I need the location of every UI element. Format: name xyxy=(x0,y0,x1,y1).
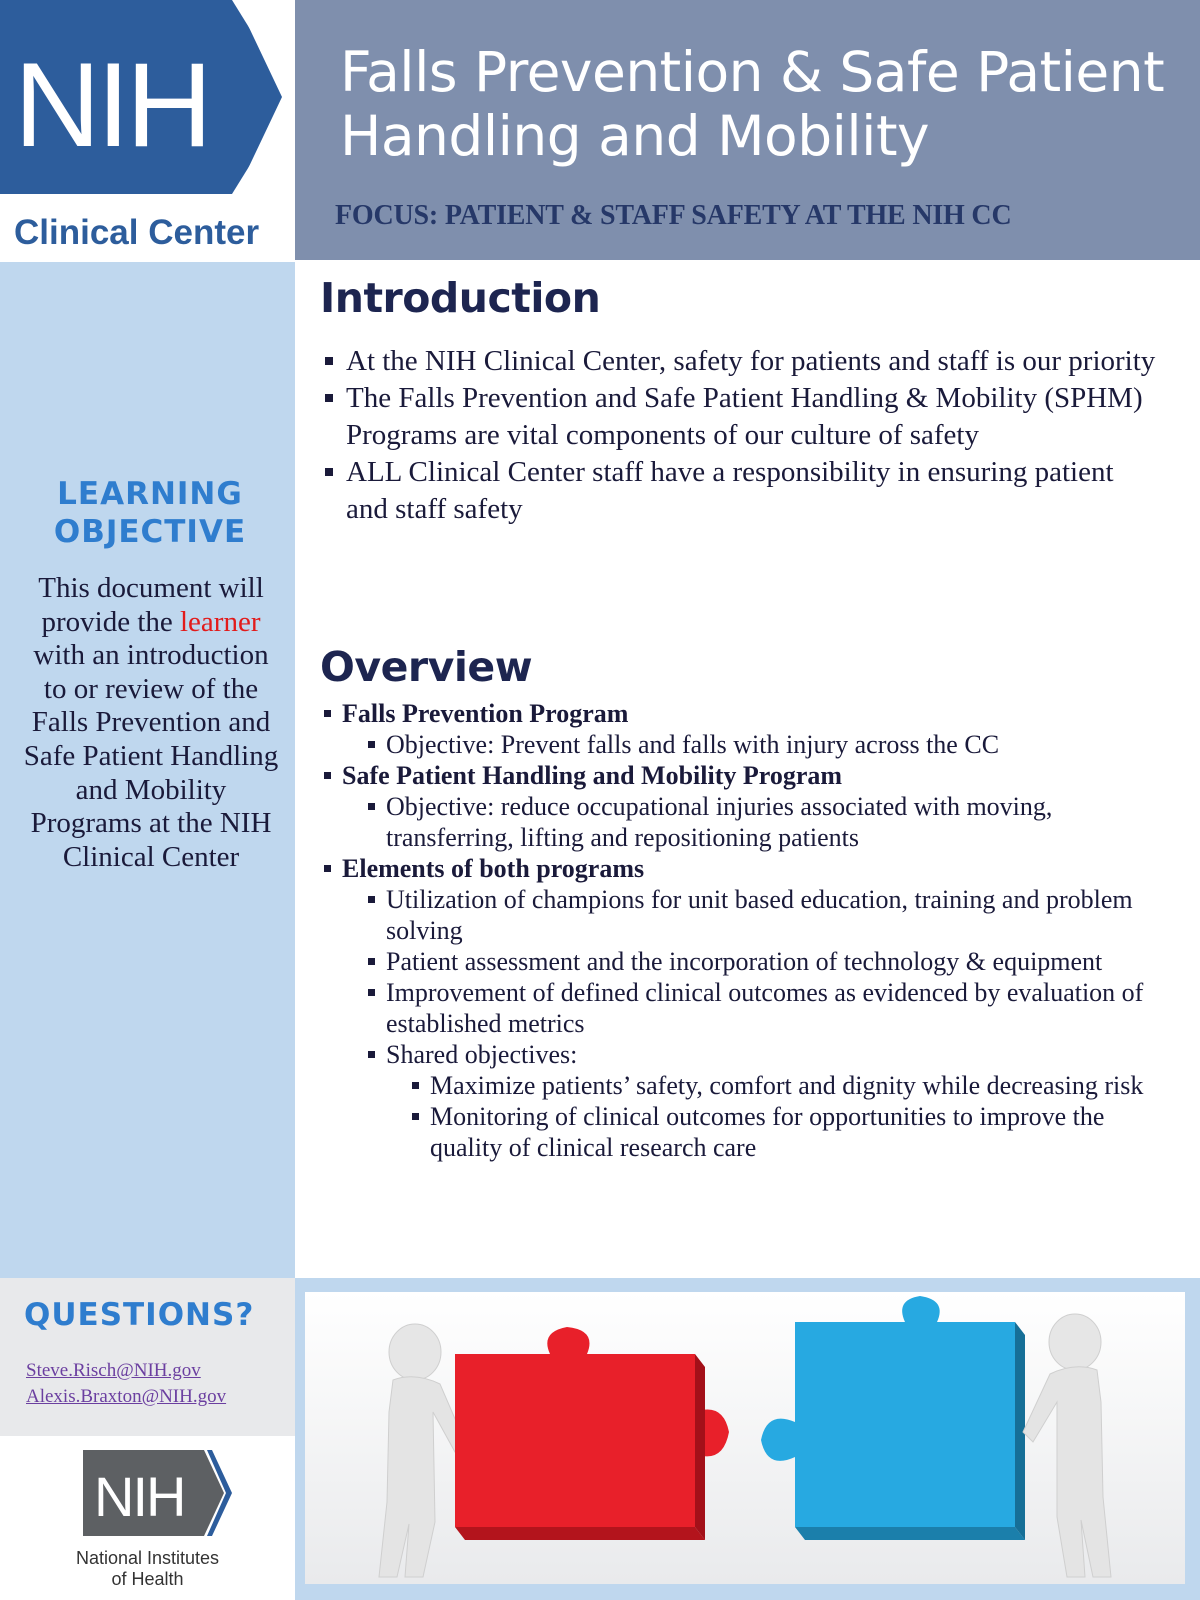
page-title: Falls Prevention & Safe Patient Handling and Mobility xyxy=(340,40,1165,168)
learning-objective-text xyxy=(20,572,282,874)
learning-objective-heading: LEARNING OBJECTIVE xyxy=(53,476,247,550)
nih-cc-logo xyxy=(0,0,295,262)
sphm-program-label: Safe Patient Handling and Mobility Program xyxy=(342,761,843,790)
list-item: Shared objectives: Maximize patients’ safety, comfort and dignity while decreasing risk Monitoring of clinical outcomes for opportunities to improve the quality of clinical research care xyxy=(366,1039,1172,1163)
overview-list xyxy=(322,698,1172,1163)
questions-heading: QUESTIONS? xyxy=(24,1297,255,1333)
cyan-puzzle-piece xyxy=(761,1296,1025,1540)
intro-bullet-safety: At the NIH Clinical Center, safety for patients and staff is our priority xyxy=(322,343,1162,380)
intro-bullet-programs: The Falls Prevention and Safe Patient Handling & Mobility (SPHM) Programs are vital components of our culture of safety xyxy=(322,380,1162,454)
list-item xyxy=(322,698,1172,760)
list-item xyxy=(366,791,1172,853)
nih-chevron-logo xyxy=(0,0,295,262)
falls-objective: Objective: Prevent falls and falls with injury across the CC xyxy=(386,730,1000,759)
list-item xyxy=(366,729,1172,760)
learning-objective-text-start: This document will provide the xyxy=(38,572,264,638)
overview-heading: Overview xyxy=(320,643,533,691)
list-item: Improvement of defined clinical outcomes as evidenced by evaluation of established metrics xyxy=(366,977,1172,1039)
list-item xyxy=(322,853,1172,1163)
email-link-braxton[interactable]: Alexis.Braxton@NIH.gov xyxy=(26,1386,227,1407)
nih-footer-chevron xyxy=(0,1436,295,1556)
nih-footer-caption xyxy=(0,1548,295,1590)
list-item xyxy=(322,760,1172,853)
list-item: Maximize patients’ safety, comfort and dignity while decreasing risk xyxy=(410,1070,1172,1101)
falls-program-label: Falls Prevention Program xyxy=(342,699,629,728)
learning-objective-text-end: with an introduction to or review of the Falls Prevention and Safe Patient Handling and Mobility Programs at the NIH Clinical Center xyxy=(23,639,279,873)
elements-heading: Elements of both programs xyxy=(342,854,645,883)
clinical-center-label: Clinical Center xyxy=(14,213,260,252)
learner-highlight: learner xyxy=(180,605,261,638)
focus-subtitle: FOCUS: PATIENT & STAFF SAFETY AT THE NIH CC xyxy=(335,200,1012,231)
list-item: Monitoring of clinical outcomes for opportunities to improve the quality of clinical research care xyxy=(410,1101,1172,1163)
email-link-risch[interactable]: Steve.Risch@NIH.gov xyxy=(26,1360,201,1381)
introduction-heading: Introduction xyxy=(320,274,601,322)
puzzle-pieces-illustration xyxy=(305,1292,1185,1584)
nih-footer-logo-text: NIH xyxy=(94,1465,185,1528)
list-item: Utilization of champions for unit based education, training and problem solving xyxy=(366,884,1172,946)
list-item: Patient assessment and the incorporation of technology & equipment xyxy=(366,946,1172,977)
nih-logo-text: NIH xyxy=(14,38,209,172)
introduction-list xyxy=(322,343,1162,528)
sphm-objective: Objective: reduce occupational injuries associated with moving, transferring, lifting and repositioning patients xyxy=(386,792,1053,852)
nih-footer-caption-line1: National Institutes xyxy=(75,1548,220,1568)
nih-footer-caption-line2: of Health xyxy=(111,1569,184,1589)
red-puzzle-piece xyxy=(455,1327,729,1540)
puzzle-image xyxy=(305,1292,1185,1584)
intro-bullet-responsibility: ALL Clinical Center staff have a responsibility in ensuring patient and staff safety xyxy=(322,454,1162,528)
